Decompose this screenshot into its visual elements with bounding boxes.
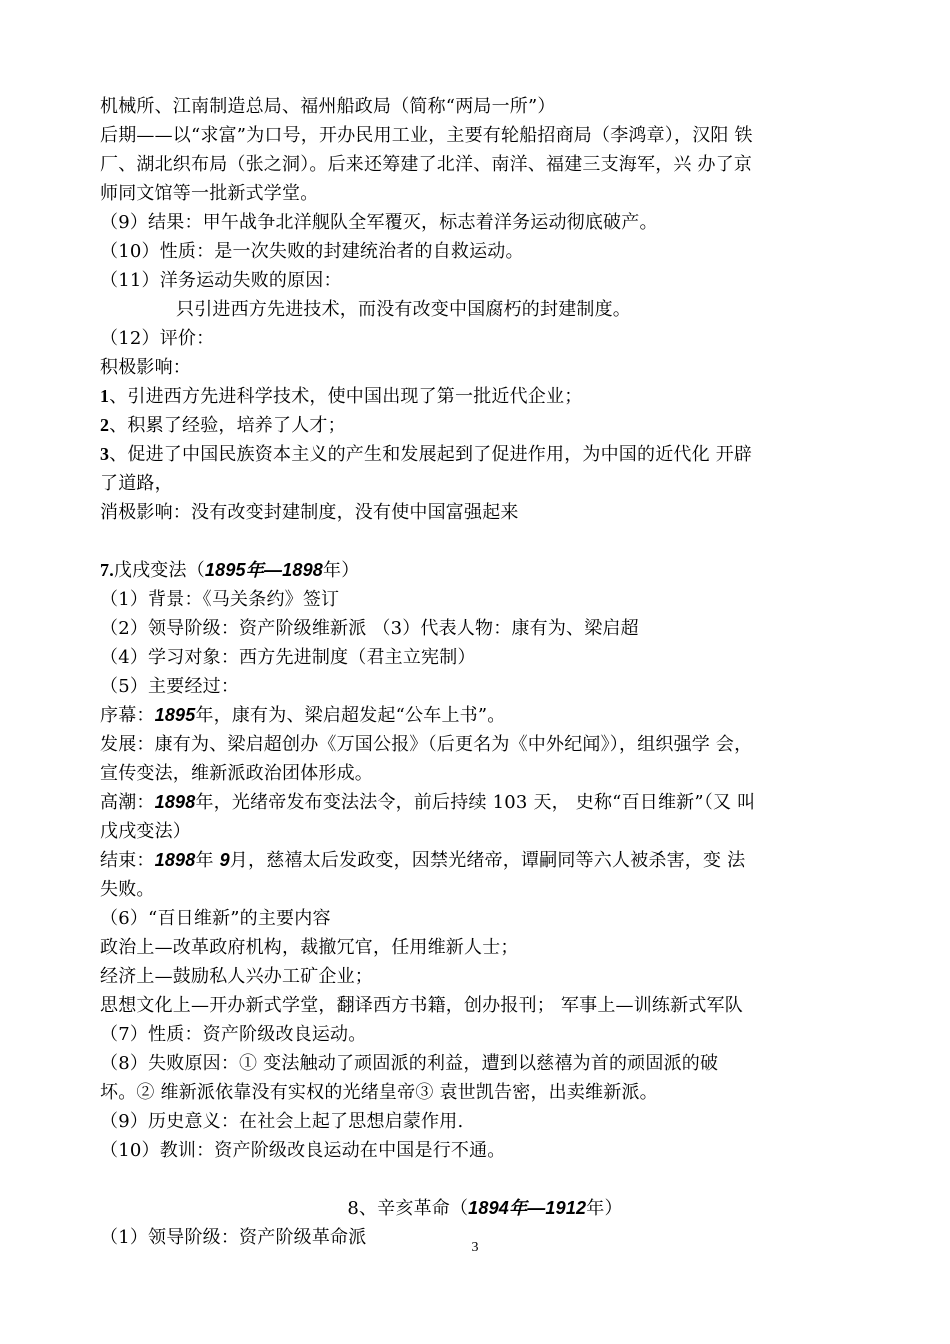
text-line: 戊戌变法） bbox=[100, 821, 191, 842]
text-line: 宣传变法，维新派政治团体形成。 bbox=[100, 763, 373, 784]
text-line: （2）领导阶级：资产阶级维新派 （3）代表人物：康有为、梁启超 bbox=[100, 618, 639, 639]
text-line: （4）学习对象：西方先进制度（君主立宪制） bbox=[100, 647, 476, 668]
heading-text: 戊戌变法（ bbox=[113, 560, 205, 581]
text-line: 经济上—鼓励私人兴办工矿企业； bbox=[100, 966, 373, 987]
year: 1895 bbox=[154, 705, 196, 725]
text-line: 积极影响： bbox=[100, 357, 191, 378]
heading-text: 年— bbox=[245, 560, 283, 580]
year: 1898 bbox=[154, 850, 196, 870]
numbered-item bbox=[100, 411, 870, 440]
year: 1912 bbox=[545, 1198, 587, 1218]
year: 1898 bbox=[282, 560, 323, 580]
text-line: 坏。② 维新派依靠没有实权的光绪皇帝③ 袁世凯告密，出卖维新派。 bbox=[100, 1082, 658, 1103]
text-line bbox=[100, 788, 870, 817]
text-line: 后期——以“求富”为口号，开办民用工业，主要有轮船招商局（李鸿章），汉阳 铁 bbox=[100, 125, 753, 146]
text-line: 思想文化上—开办新式学堂，翻译西方书籍，创办报刊； 军事上—训练新式军队 bbox=[100, 995, 743, 1016]
heading-text: 年— bbox=[509, 1198, 546, 1218]
text-line: （11）洋务运动失败的原因： bbox=[100, 270, 342, 291]
paragraph-gap bbox=[100, 527, 870, 556]
text: 年 bbox=[195, 850, 220, 871]
text-line: 只引进西方先进技术，而没有改变中国腐朽的封建制度。 bbox=[176, 299, 631, 320]
text-line: 师同文馆等一批新式学堂。 bbox=[100, 183, 319, 204]
item-text: 、促进了中国民族资本主义的产生和发展起到了促进作用，为中国的近代化 开辟 bbox=[109, 444, 753, 465]
item-number: 1 bbox=[100, 386, 110, 406]
heading-text: 8、辛亥革命（ bbox=[347, 1198, 469, 1219]
heading-text: 年） bbox=[586, 1198, 623, 1219]
year: 1894 bbox=[468, 1198, 510, 1218]
numbered-item bbox=[100, 382, 870, 411]
text-line: 厂、湖北织布局（张之洞）。后来还筹建了北洋、南洋、福建三支海军，兴 办了京 bbox=[100, 154, 753, 175]
label: 序幕： bbox=[100, 705, 155, 726]
item-text: 、引进西方先进科学技术，使中国出现了第一批近代企业； bbox=[109, 386, 583, 407]
page-number: 3 bbox=[471, 1240, 479, 1255]
section-number: 7. bbox=[100, 560, 114, 580]
numbered-item bbox=[100, 440, 870, 469]
year: 1895 bbox=[204, 560, 246, 580]
label: 结束： bbox=[100, 850, 155, 871]
text: 年，光绪帝发布变法法令，前后持续 103 天， 史称“百日维新”（又 叫 bbox=[195, 792, 756, 813]
text: 年，康有为、梁启超发起“公车上书”。 bbox=[195, 705, 506, 726]
text-line: （7）性质：资产阶级改良运动。 bbox=[100, 1024, 367, 1045]
text-line: 发展：康有为、梁启超创办《万国公报》（后更名为《中外纪闻》），组织强学 会， bbox=[100, 734, 753, 755]
document-body bbox=[100, 92, 870, 1252]
item-number: 3 bbox=[100, 444, 110, 464]
text: 月，慈禧太后发政变，因禁光绪帝，谭嗣同等六人被杀害，变 法 bbox=[229, 850, 746, 871]
item-text: 、积累了经验，培养了人才； bbox=[109, 415, 346, 436]
text-line: （9）结果：甲午战争北洋舰队全军覆灭，标志着洋务运动彻底破产。 bbox=[100, 212, 658, 233]
text-line: （8）失败原因：① 变法触动了顽固派的利益，遭到以慈禧为首的顽固派的破 bbox=[100, 1053, 719, 1074]
text-line: （10）教训：资产阶级改良运动在中国是行不通。 bbox=[100, 1140, 506, 1161]
text-line: （10）性质：是一次失败的封建统治者的自救运动。 bbox=[100, 241, 524, 262]
text-line: 失败。 bbox=[100, 879, 155, 900]
text-line bbox=[100, 701, 870, 730]
paragraph-gap bbox=[100, 1165, 870, 1194]
text-line: （12）评价： bbox=[100, 328, 215, 349]
text-line: （6）“百日维新”的主要内容 bbox=[100, 908, 331, 929]
text-line: 政治上—改革政府机构，裁撤冗官，任用维新人士； bbox=[100, 937, 519, 958]
text-line: （9）历史意义：在社会上起了思想启蒙作用. bbox=[100, 1111, 464, 1132]
text-line bbox=[100, 846, 870, 875]
year: 1898 bbox=[154, 792, 196, 812]
section-heading bbox=[100, 1194, 870, 1223]
item-number: 2 bbox=[100, 415, 110, 435]
label: 高潮： bbox=[100, 792, 155, 813]
text-line: 消极影响：没有改变封建制度，没有使中国富强起来 bbox=[100, 502, 519, 523]
text-line: （1）领导阶级：资产阶级革命派 bbox=[100, 1227, 367, 1248]
text-line: （1）背景：《马关条约》签订 bbox=[100, 589, 340, 610]
text-line: 了道路， bbox=[100, 473, 173, 494]
month: 9 bbox=[219, 850, 230, 870]
heading-text: 年） bbox=[323, 560, 360, 581]
text-line: 机械所、江南制造总局、福州船政局（简称“两局一所”） bbox=[100, 96, 556, 117]
text-line: （5）主要经过： bbox=[100, 676, 240, 697]
section-heading bbox=[100, 556, 870, 585]
